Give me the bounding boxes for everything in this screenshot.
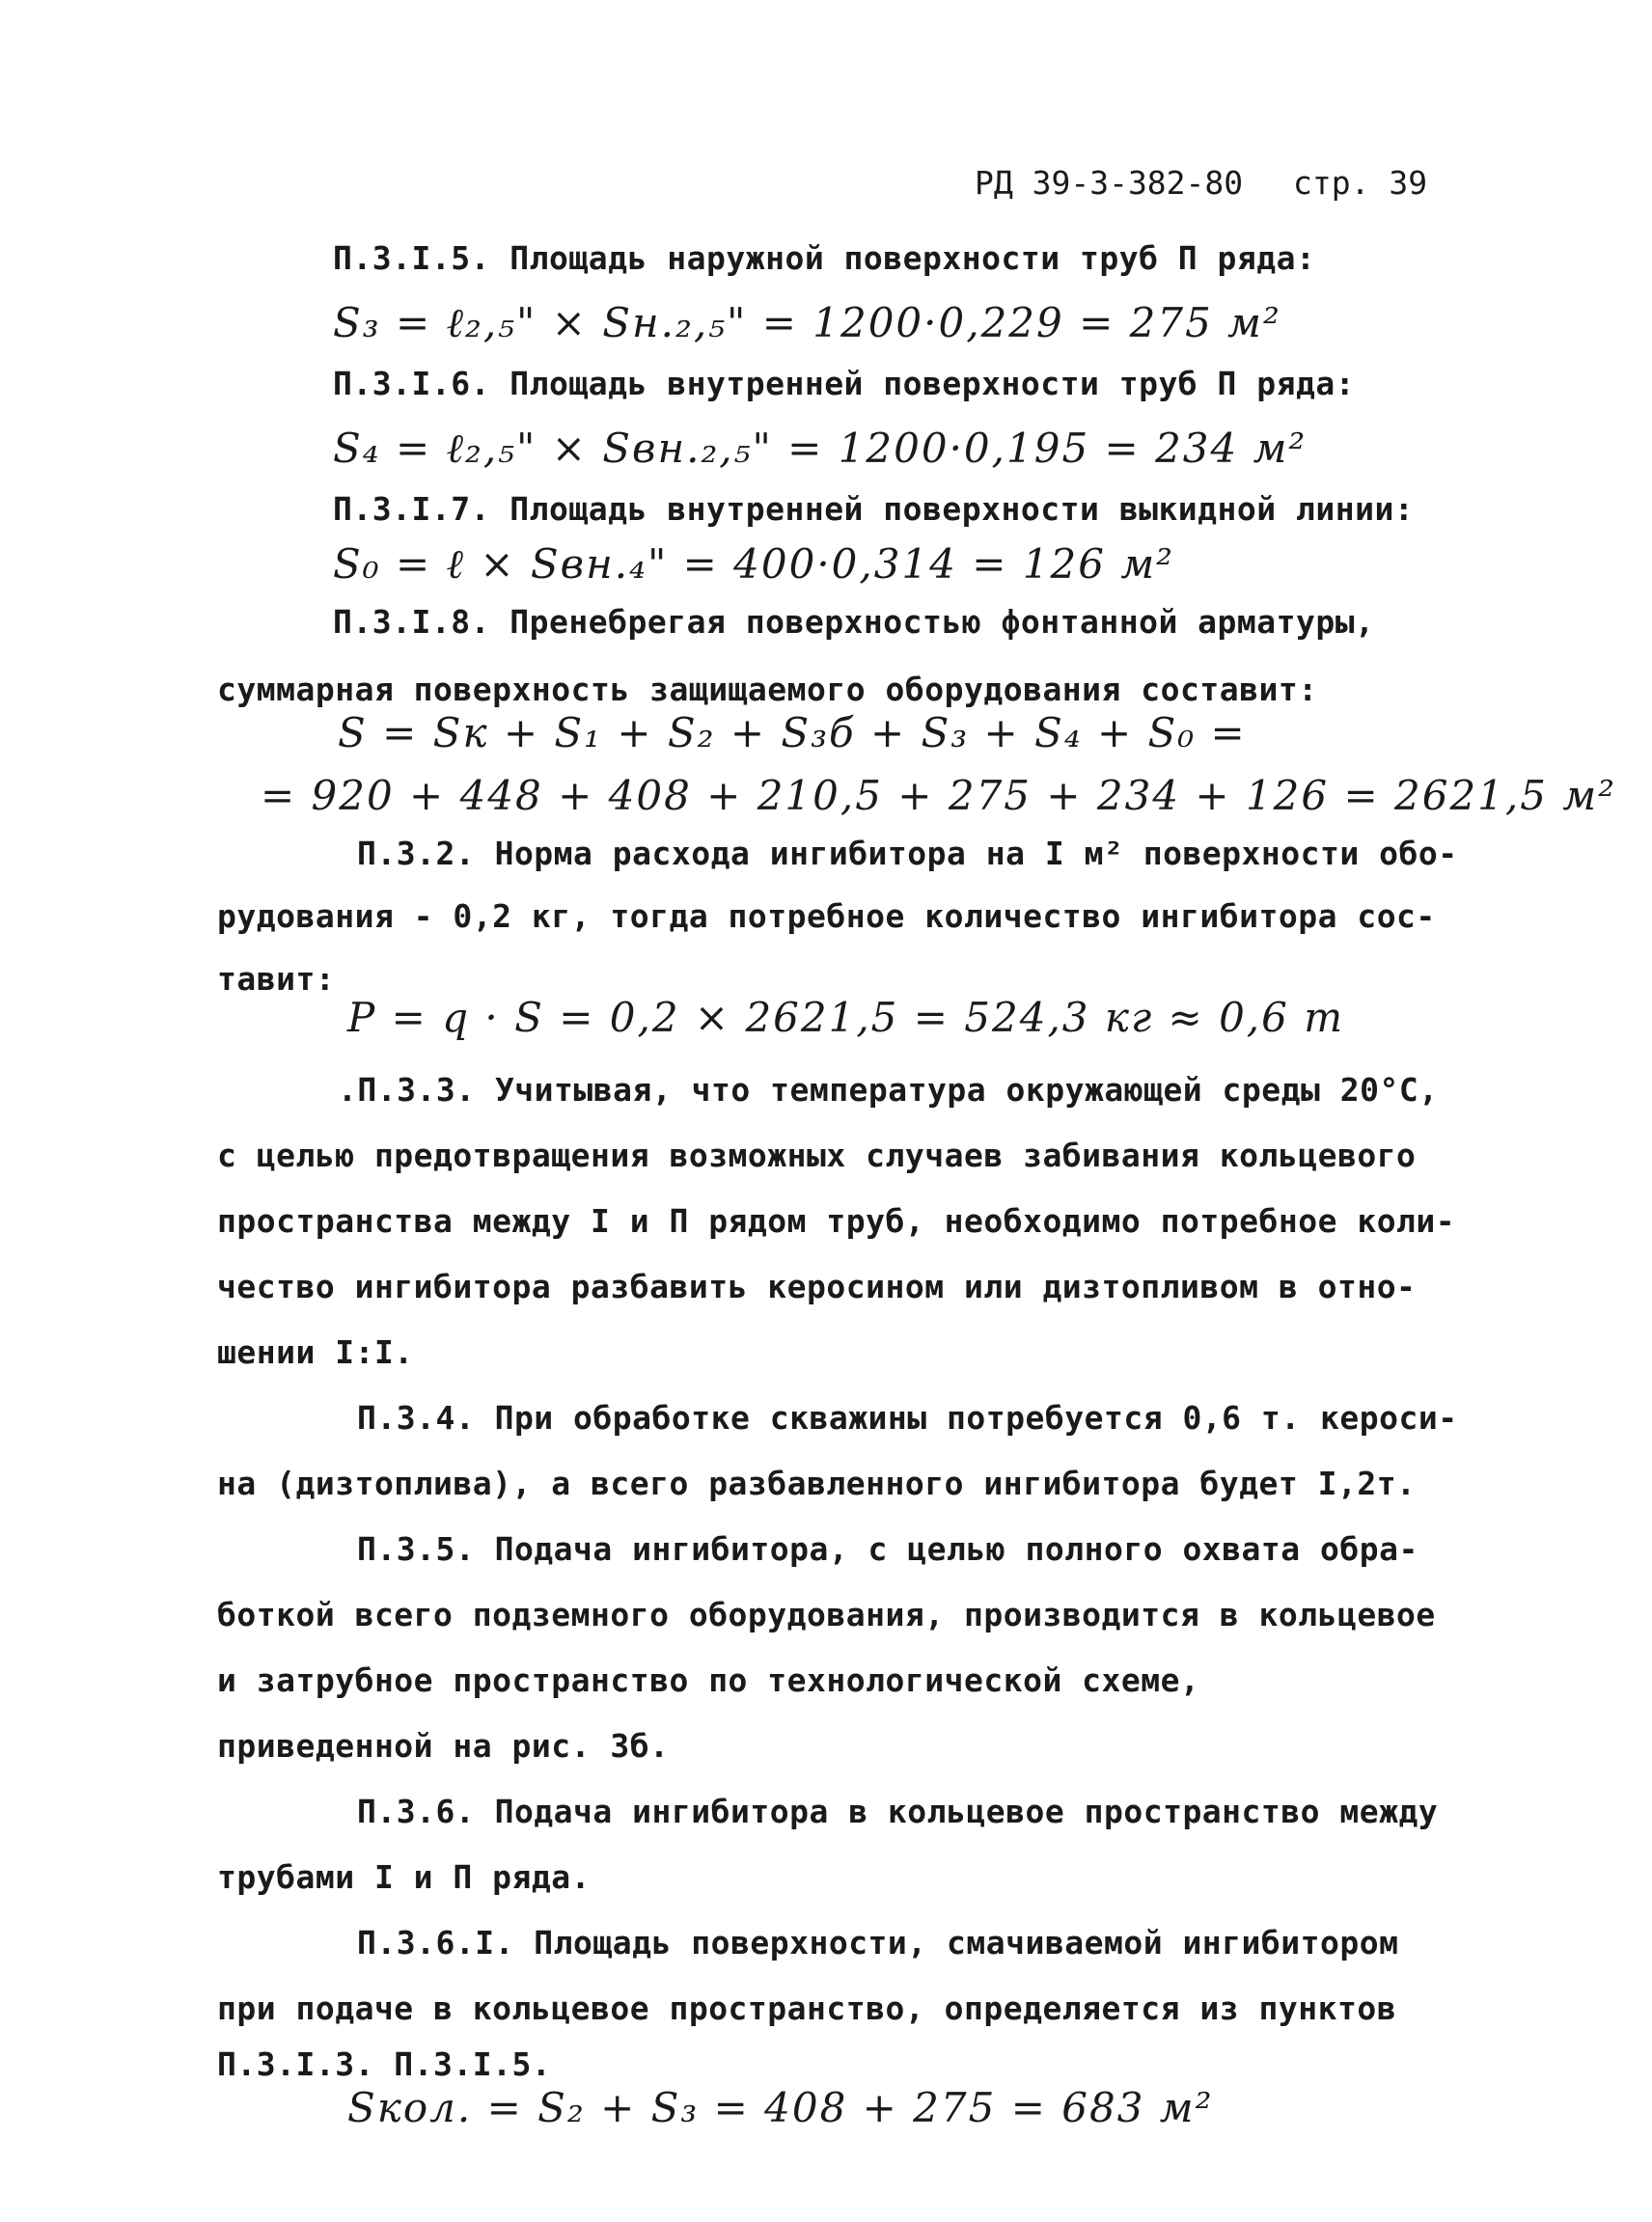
text-line: приведенной на рис. 3б. — [217, 1727, 670, 1765]
text-line: пространства между I и П рядом труб, необходимо потребное коли- — [217, 1202, 1456, 1240]
formula-line: = 920 + 448 + 408 + 210,5 + 275 + 234 + 126 = 2621,5 м² — [261, 772, 1616, 819]
text-line: П.3.I.8. Пренебрегая поверхностью фонтанной арматуры, — [333, 603, 1375, 641]
formula-line: S₄ = ℓ₂,₅" × Sвн.₂,₅" = 1200·0,195 = 234 м² — [333, 425, 1308, 472]
formula-line: Sкол. = S₂ + S₃ = 408 + 275 = 683 м² — [347, 2084, 1214, 2131]
text-line: П.3.6. Подача ингибитора в кольцевое пространство между — [357, 1793, 1439, 1830]
text-line: рудования - 0,2 кг, тогда потребное количество ингибитора сос- — [217, 897, 1436, 935]
text-line: трубами I и П ряда. — [217, 1858, 591, 1896]
text-line: П.3.5. Подача ингибитора, с целью полного охвата обра- — [357, 1530, 1418, 1568]
text-line: на (дизтоплива), а всего разбавленного ингибитора будет I,2т. — [217, 1465, 1417, 1502]
formula-line: S₀ = ℓ × Sвн.₄" = 400·0,314 = 126 м² — [333, 540, 1174, 588]
formula-line: S₃ = ℓ₂,₅" × Sн.₂,₅" = 1200·0,229 = 275 м² — [333, 299, 1281, 346]
text-line: П.3.6.I. Площадь поверхности, смачиваемой ингибитором — [357, 1924, 1399, 1961]
document-reference: РД 39-3-382-80 — [975, 164, 1244, 202]
page-number: стр. 39 — [1293, 164, 1428, 202]
text-line: чество ингибитора разбавить керосином или дизтопливом в отно- — [217, 1268, 1417, 1305]
text-line: П.3.I.6. Площадь внутренней поверхности труб П ряда: — [333, 365, 1356, 402]
text-line: с целью предотвращения возможных случаев забивания кольцевого — [217, 1137, 1417, 1174]
formula-line: S = Sк + S₁ + S₂ + S₃б + S₃ + S₄ + S₀ = — [338, 709, 1247, 756]
text-line: П.3.2. Норма расхода ингибитора на I м² поверхности обо- — [357, 835, 1458, 872]
text-line: шении I:I. — [217, 1333, 414, 1371]
text-line: П.3.4. При обработке скважины потребуется 0,6 т. кероси- — [357, 1399, 1458, 1437]
text-line: П.3.I.3. П.3.I.5. — [217, 2045, 552, 2083]
formula-line: P = q · S = 0,2 × 2621,5 = 524,3 кг ≈ 0,6 т — [347, 994, 1345, 1041]
text-line: .П.3.3. Учитывая, что температура окружающей среды 20°С, — [338, 1071, 1439, 1109]
text-line: и затрубное пространство по технологической схеме, — [217, 1661, 1200, 1699]
text-line: суммарная поверхность защищаемого оборудования составит: — [217, 671, 1318, 708]
text-line: П.3.I.5. Площадь наружной поверхности труб П ряда: — [333, 239, 1316, 277]
text-line: тавит: — [217, 960, 336, 998]
text-line: боткой всего подземного оборудования, производится в кольцевое — [217, 1596, 1436, 1633]
text-line: при подаче в кольцевое пространство, определяется из пунктов — [217, 1989, 1397, 2027]
text-line: П.3.I.7. Площадь внутренней поверхности выкидной линии: — [333, 490, 1415, 528]
